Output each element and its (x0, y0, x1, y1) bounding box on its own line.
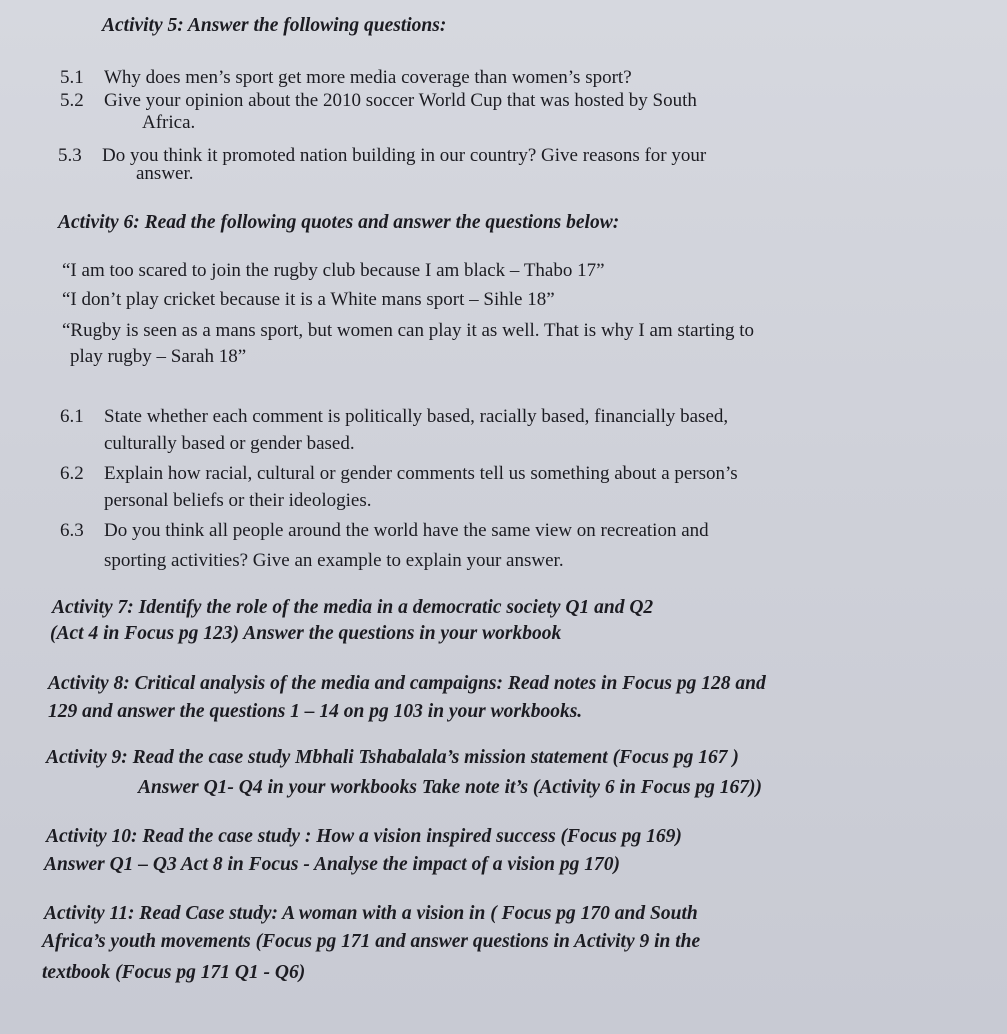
question-text: Do you think all people around the world have the same view on recreation and (104, 520, 709, 541)
quote-sarah-line-2: play rugby – Sarah 18” (70, 346, 247, 367)
question-number: 5.3 (58, 145, 82, 166)
question-number: 5.1 (60, 67, 84, 88)
activity-9-line-2: Answer Q1- Q4 in your workbooks Take note it’s (Activity 6 in Focus pg 167)) (138, 777, 763, 798)
question-5-3-continued: answer. (136, 163, 194, 184)
activity-11-line-2: Africa’s youth movements (Focus pg 171 and answer questions in Activity 9 in the (42, 931, 701, 952)
question-text: Give your opinion about the 2010 soccer World Cup that was hosted by South (104, 90, 697, 111)
activity-6-heading: Activity 6: Read the following quotes and answer the questions below: (58, 212, 620, 233)
question-6-3 (60, 519, 709, 543)
question-6-3-continued: sporting activities? Give an example to explain your answer. (104, 550, 564, 571)
question-text: Do you think it promoted nation building in our country? Give reasons for your (102, 145, 707, 166)
quote-sarah-line-1: “Rugby is seen as a mans sport, but women can play it as well. That is why I am starting to (62, 320, 754, 341)
activity-8-line-1: Activity 8: Critical analysis of the media and campaigns: Read notes in Focus pg 128 and (48, 673, 766, 694)
question-number: 6.1 (60, 406, 84, 427)
activity-9-line-1: Activity 9: Read the case study Mbhali Tshabalala’s mission statement (Focus pg 167 ) (46, 747, 739, 768)
question-6-1-continued: culturally based or gender based. (104, 433, 355, 454)
question-text: Explain how racial, cultural or gender comments tell us something about a person’s (104, 463, 738, 484)
question-6-1 (60, 405, 728, 429)
question-text: Why does men’s sport get more media coverage than women’s sport? (104, 67, 632, 88)
activity-7-line-1: Activity 7: Identify the role of the media in a democratic society Q1 and Q2 (52, 597, 654, 618)
question-number: 6.2 (60, 463, 84, 484)
activity-7-line-2: (Act 4 in Focus pg 123) Answer the questions in your workbook (50, 623, 562, 644)
activity-8-line-2: 129 and answer the questions 1 – 14 on pg 103 in your workbooks. (48, 701, 583, 722)
question-number: 5.2 (60, 90, 84, 111)
question-5-2-continued: Africa. (142, 112, 196, 133)
question-5-2 (60, 89, 697, 113)
activity-10-line-1: Activity 10: Read the case study : How a vision inspired success (Focus pg 169) (46, 826, 682, 847)
quote-sihle: “I don’t play cricket because it is a White mans sport – Sihle 18” (62, 289, 555, 310)
question-number: 6.3 (60, 520, 84, 541)
quote-thabo: “I am too scared to join the rugby club because I am black – Thabo 17” (62, 260, 605, 281)
question-6-2 (60, 462, 738, 486)
activity-10-line-2: Answer Q1 – Q3 Act 8 in Focus - Analyse the impact of a vision pg 170) (44, 854, 620, 875)
question-6-2-continued: personal beliefs or their ideologies. (104, 490, 372, 511)
activity-11-line-3: textbook (Focus pg 171 Q1 - Q6) (42, 962, 306, 983)
question-text: State whether each comment is politically based, racially based, financially based, (104, 406, 729, 427)
activity-5-heading: Activity 5: Answer the following questions: (102, 15, 447, 36)
question-5-1 (60, 66, 632, 90)
activity-11-line-1: Activity 11: Read Case study: A woman with a vision in ( Focus pg 170 and South (44, 903, 698, 924)
